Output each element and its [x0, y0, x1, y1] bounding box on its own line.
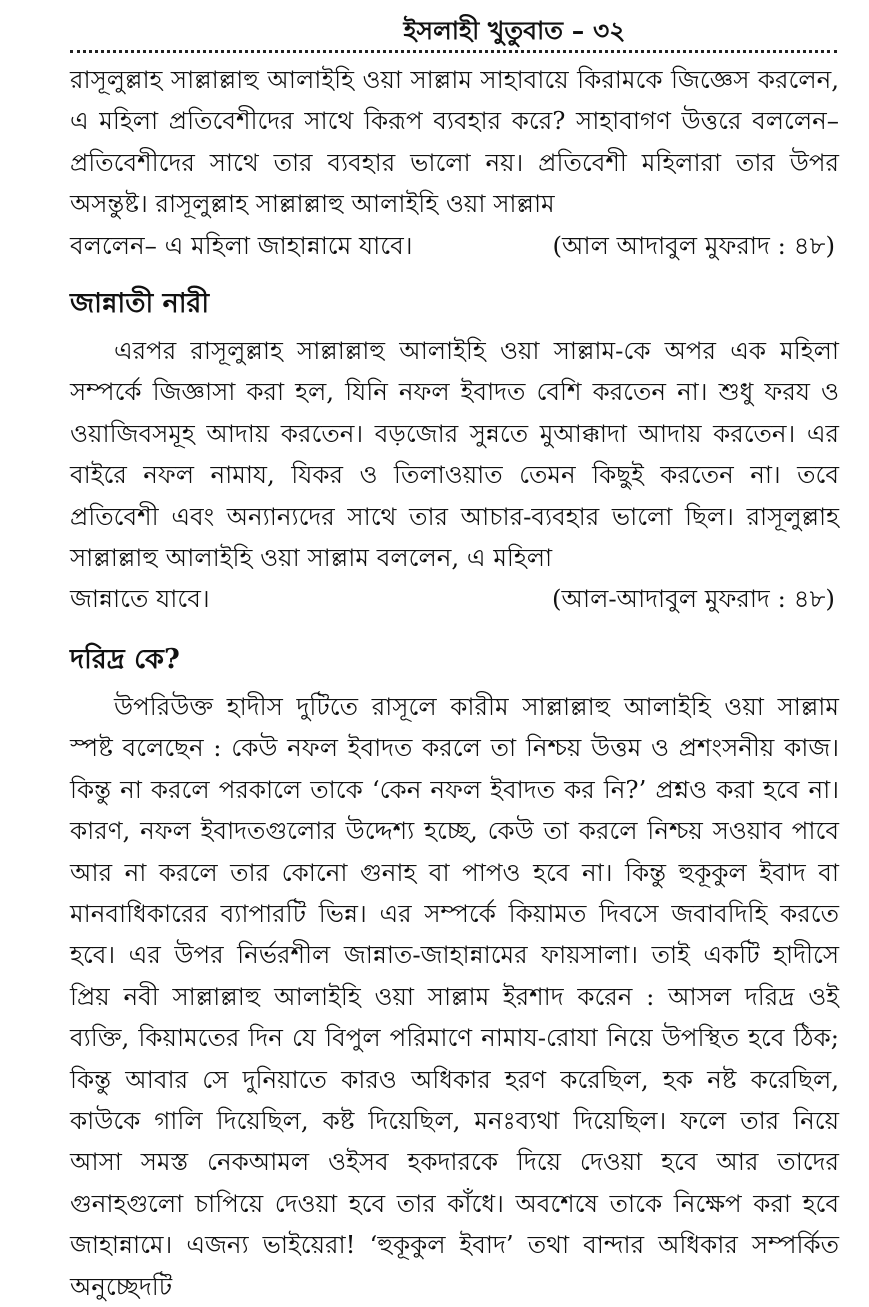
daridro-ke-paragraph: উপরিউক্ত হাদীস দুটিতে রাসূলে কারীম সাল্লাল্লাহু আলাইহি ওয়া সাল্লাম স্পষ্ট বলেছেন : কেউ নফল ইবাদত করলে তা নিশ্চয় উত্তম ও প্রশংসনীয় কাজ। কিন্তু না করলে পরকালে তাকে ‘কেন নফল ইবাদত কর নি?’ প্রশ্নও করা হবে না। কারণ, নফল ইবাদতগুলোর উদ্দেশ্য হচ্ছে, কেউ তা করলে নিশ্চয় সওয়াব পাবে আর না করলে তার কোনো গুনাহ বা পাপও হবে না। কিন্তু হুকূকুল ইবাদ বা মানবাধিকারের ব্যাপারটি ভিন্ন। এর সম্পর্কে কিয়ামত দিবসে জবাবদিহি করতে হবে। এর উপর নির্ভরশীল জান্নাত-জাহান্নামের ফায়সালা। তাই একটি হাদীসে প্রিয় নবী সাল্লাল্লাহু আলাইহি ওয়া সাল্লাম ইরশাদ করেন : আসল দরিদ্র ওই ব্যক্তি, কিয়ামতের দিন যে বিপুল পরিমাণে নামায-রোযা নিয়ে উপস্থিত হবে ঠিক; কিন্তু আবার সে দুনিয়াতে কারও অধিকার হরণ করেছিল, হক নষ্ট করেছিল, কাউকে গালি দিয়েছিল, কষ্ট দিয়েছিল, মনঃব্যথা দিয়েছিল। ফলে তার নিয়ে আসা সমস্ত নেকআমল ওইসব হকদারকে দিয়ে দেওয়া হবে আর তাদের গুনাহগুলো চাপিয়ে দেওয়া হবে তার কাঁধে। অবশেষে তাকে নিক্ষেপ করা হবে জাহান্নামে। এজন্য ভাইয়েরা! ‘হুকূকুল ইবাদ’ তথা বান্দার অধিকার সম্পর্কিত অনুচ্ছেদটি	[70, 691, 839, 1301]
jannati-nari-closing-text: জান্নাতে যাবে।	[70, 584, 210, 614]
continuation-closing-text: বললেন– এ মহিলা জাহান্নামে যাবে।	[70, 230, 413, 260]
jannati-nari-paragraph: এরপর রাসূলুল্লাহ সাল্লাল্লাহু আলাইহি ওয়া সাল্লাম-কে অপর এক মহিলা সম্পর্কে জিজ্ঞাসা করা হল, যিনি নফল ইবাদত বেশি করতেন না। শুধু ফরয ও ওয়াজিবসমূহ আদায় করতেন। বড়জোর সুন্নতে মুআক্কাদা আদায় করতেন। এর বাইরে নফল নামায, যিকর ও তিলাওয়াত তেমন কিছুই করতেন না। তবে প্রতিবেশী এবং অন্যান্যদের সাথে তার আচার-ব্যবহার ভালো ছিল। রাসূলুল্লাহ সাল্লাল্লাহু আলাইহি ওয়া সাল্লাম বললেন, এ মহিলা	[70, 336, 839, 573]
section-heading-daridro-ke: দরিদ্র কে?	[70, 643, 180, 675]
continuation-paragraph: রাসূলুল্লাহ সাল্লাল্লাহু আলাইহি ওয়া সাল্লাম সাহাবায়ে কিরামকে জিজ্ঞেস করলেন, এ মহিলা প্রতিবেশীদের সাথে কিরূপ ব্যবহার করে? সাহাবাগণ উত্তরে বললেন– প্রতিবেশীদের সাথে তার ব্যবহার ভালো নয়। প্রতিবেশী মহিলারা তার উপর অসন্তুষ্ট। রাসূলুল্লাহ সাল্লাল্লাহু আলাইহি ওয়া সাল্লাম	[70, 65, 839, 219]
jannati-nari-last-line	[70, 578, 839, 619]
citation-2: (আল-আদাবুল মুফরাদ : ৪৮)	[551, 584, 835, 614]
header-dotted-rule	[70, 50, 837, 53]
section-continuation	[70, 59, 839, 266]
running-head: ইসলাহী খুতুবাত – ৩২	[403, 16, 626, 45]
continuation-last-line	[70, 225, 839, 266]
citation-1: (আল আদাবুল মুফরাদ : ৪৮)	[552, 230, 835, 260]
section-heading-jannati-nari: জান্নাতী নারী	[70, 288, 210, 320]
section-daridro-ke	[70, 642, 839, 1307]
section-jannati-nari	[70, 286, 839, 620]
